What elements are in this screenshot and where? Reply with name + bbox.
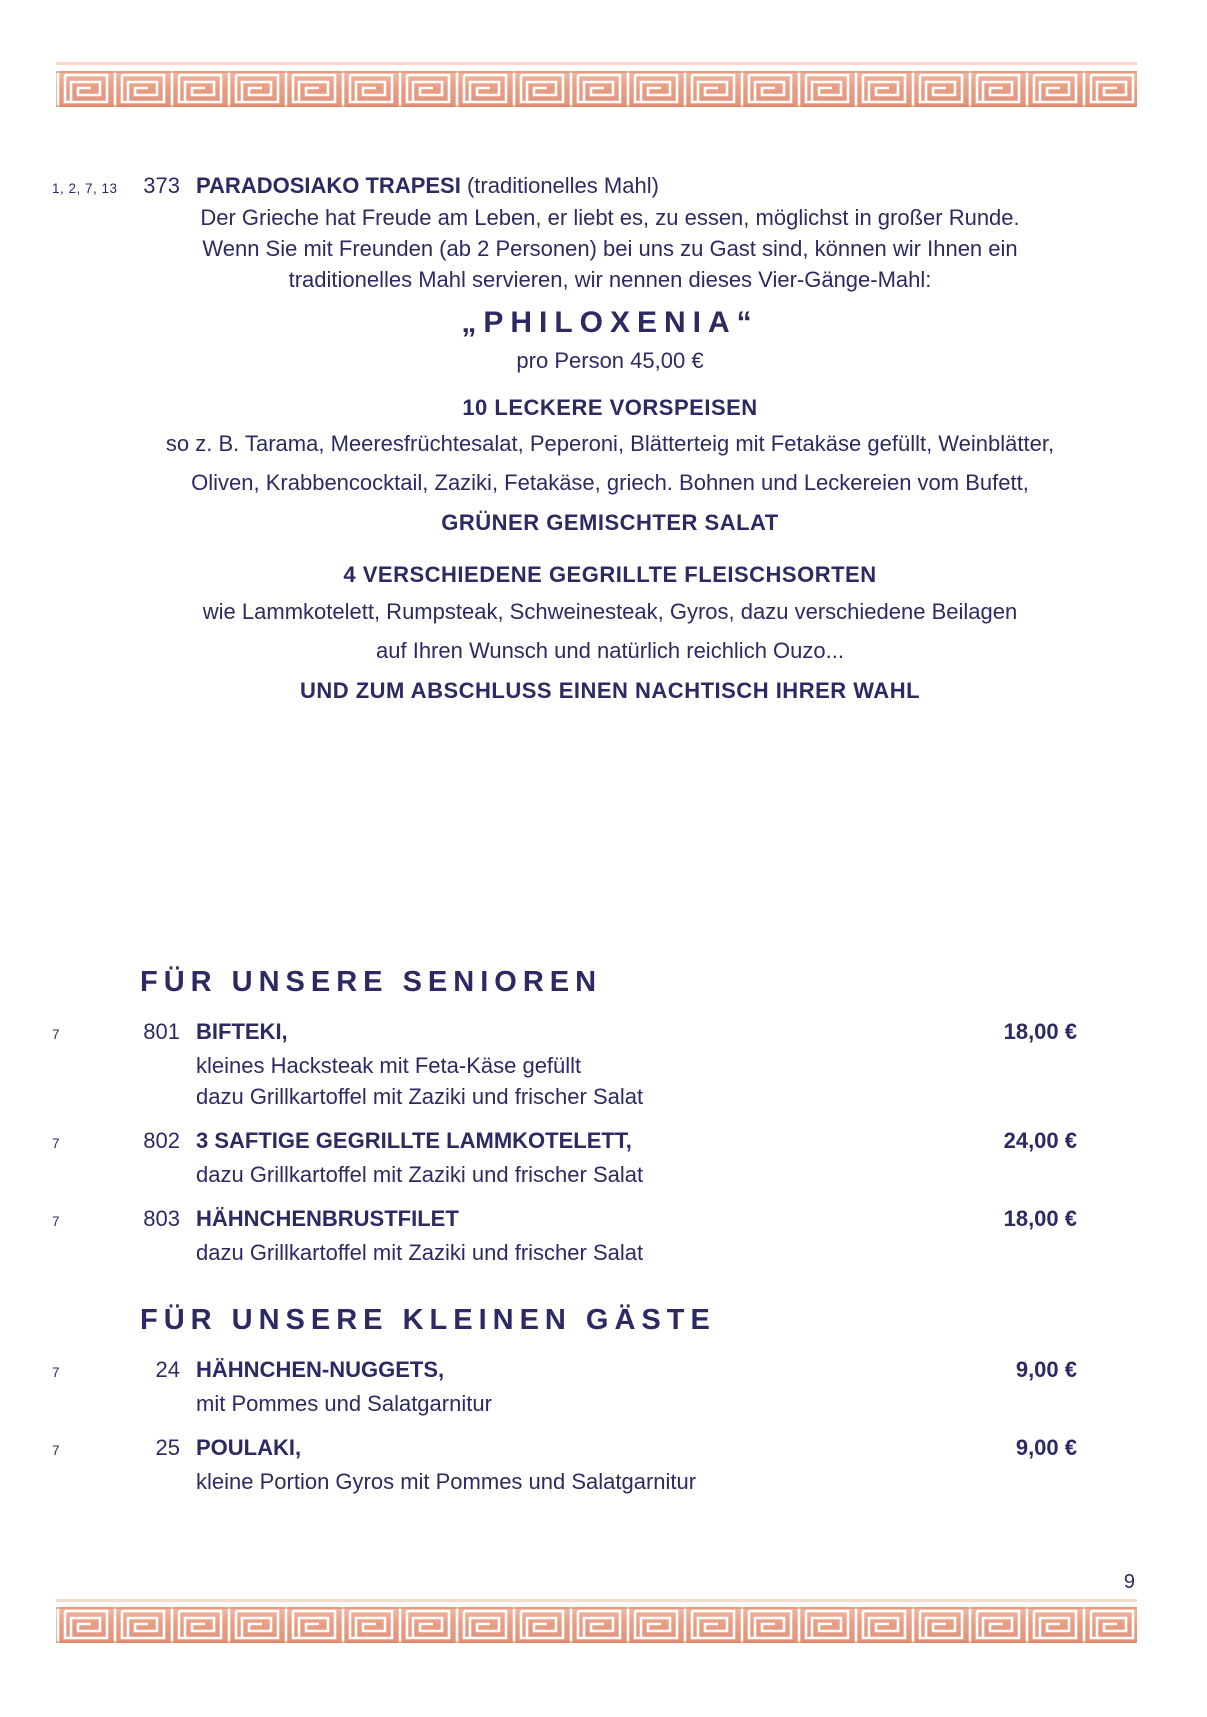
greek-key-pattern xyxy=(56,1607,1137,1643)
section-senioren-items xyxy=(52,1016,1077,1281)
course-fleisch-lines xyxy=(120,592,1100,670)
item-number: 801 xyxy=(143,1019,180,1044)
menu-item-802 xyxy=(52,1125,1077,1190)
item-title xyxy=(196,170,1077,201)
section-title-senioren: FÜR UNSERE SENIOREN xyxy=(140,966,603,998)
item-description: dazu Grillkartoffel mit Zaziki und frischer Salat xyxy=(196,1162,644,1187)
greek-key-border-top xyxy=(56,71,1137,107)
allergen-numbers: 7 xyxy=(52,1365,61,1380)
border-accent-strip-top xyxy=(56,62,1137,65)
allergen-numbers: 7 xyxy=(52,1214,61,1229)
item-title: HÄHNCHEN-NUGGETS, xyxy=(196,1357,445,1382)
item-price: 18,00 € xyxy=(1003,1206,1077,1231)
course-vorspeisen-lines xyxy=(120,424,1100,502)
course-heading-fleisch: 4 VERSCHIEDENE GEGRILLTE FLEISCHSORTEN xyxy=(343,562,877,587)
course-line: auf Ihren Wunsch und natürlich reichlich Ouzo... xyxy=(376,638,844,663)
item-title-suffix: (traditionelles Mahl) xyxy=(460,173,659,198)
menu-item-24 xyxy=(52,1354,1077,1419)
item-number: 802 xyxy=(143,1128,180,1153)
allergen-numbers: 7 xyxy=(52,1027,61,1042)
item-description: mit Pommes und Salatgarnitur xyxy=(196,1391,492,1416)
item-price: 9,00 € xyxy=(1015,1435,1077,1460)
item-number: 373 xyxy=(143,173,180,198)
course-line: wie Lammkotelett, Rumpsteak, Schweinesteak, Gyros, dazu verschiedene Beilagen xyxy=(202,599,1018,624)
item-description: kleines Hacksteak mit Feta-Käse gefüllt xyxy=(196,1053,582,1078)
course-heading-salat: GRÜNER GEMISCHTER SALAT xyxy=(441,510,779,535)
item-description: dazu Grillkartoffel mit Zaziki und frischer Salat xyxy=(196,1084,644,1109)
course-heading-nachtisch: UND ZUM ABSCHLUSS EINEN NACHTISCH IHRER WAHL xyxy=(299,678,921,703)
description-line: Der Grieche hat Freude am Leben, er liebt es, zu essen, möglichst in großer Runde. xyxy=(200,205,1020,230)
item-number: 25 xyxy=(155,1435,180,1460)
featured-item-row xyxy=(52,170,1077,204)
item-number: 803 xyxy=(143,1206,180,1231)
description-line: Wenn Sie mit Freunden (ab 2 Personen) bei uns zu Gast sind, können wir Ihnen ein xyxy=(202,236,1018,261)
menu-name-philoxenia: „PHILOXENIA“ xyxy=(461,306,759,339)
item-number: 24 xyxy=(155,1357,180,1382)
allergen-numbers: 1, 2, 7, 13 xyxy=(52,181,118,196)
allergen-numbers: 7 xyxy=(52,1443,61,1458)
menu-item-25 xyxy=(52,1432,1077,1497)
item-title-bold: PARADOSIAKO TRAPESI xyxy=(196,173,461,198)
item-price: 18,00 € xyxy=(1003,1019,1077,1044)
page-number: 9 xyxy=(1123,1571,1135,1593)
item-price: 9,00 € xyxy=(1015,1357,1077,1382)
item-title: POULAKI, xyxy=(196,1435,302,1460)
course-line: so z. B. Tarama, Meeresfrüchtesalat, Peperoni, Blätterteig mit Fetakäse gefüllt, Weinblätter, xyxy=(165,431,1055,456)
item-title: BIFTEKI, xyxy=(196,1019,288,1044)
section-kleine-gaeste-items xyxy=(52,1354,1077,1510)
menu-item-803 xyxy=(52,1203,1077,1268)
item-description: dazu Grillkartoffel mit Zaziki und frischer Salat xyxy=(196,1240,644,1265)
featured-description xyxy=(120,202,1100,295)
border-accent-strip-bottom xyxy=(56,1599,1137,1602)
menu-item-801 xyxy=(52,1016,1077,1112)
item-title: HÄHNCHENBRUSTFILET xyxy=(196,1206,459,1231)
item-price: 24,00 € xyxy=(1003,1128,1077,1153)
greek-key-border-bottom xyxy=(56,1607,1137,1643)
allergen-numbers: 7 xyxy=(52,1136,61,1151)
section-title-kleine-gaeste: FÜR UNSERE KLEINEN GÄSTE xyxy=(140,1304,716,1336)
course-line: Oliven, Krabbencocktail, Zaziki, Fetakäse, griech. Bohnen und Leckereien vom Bufett, xyxy=(191,470,1029,495)
course-heading-vorspeisen: 10 LECKERE VORSPEISEN xyxy=(462,395,758,420)
item-description: kleine Portion Gyros mit Pommes und Salatgarnitur xyxy=(196,1469,697,1494)
greek-key-pattern xyxy=(56,71,1137,107)
price-per-person: pro Person 45,00 € xyxy=(516,348,704,373)
description-line: traditionelles Mahl servieren, wir nennen dieses Vier-Gänge-Mahl: xyxy=(288,267,932,292)
item-title: 3 SAFTIGE GEGRILLTE LAMMKOTELETT, xyxy=(196,1128,632,1153)
